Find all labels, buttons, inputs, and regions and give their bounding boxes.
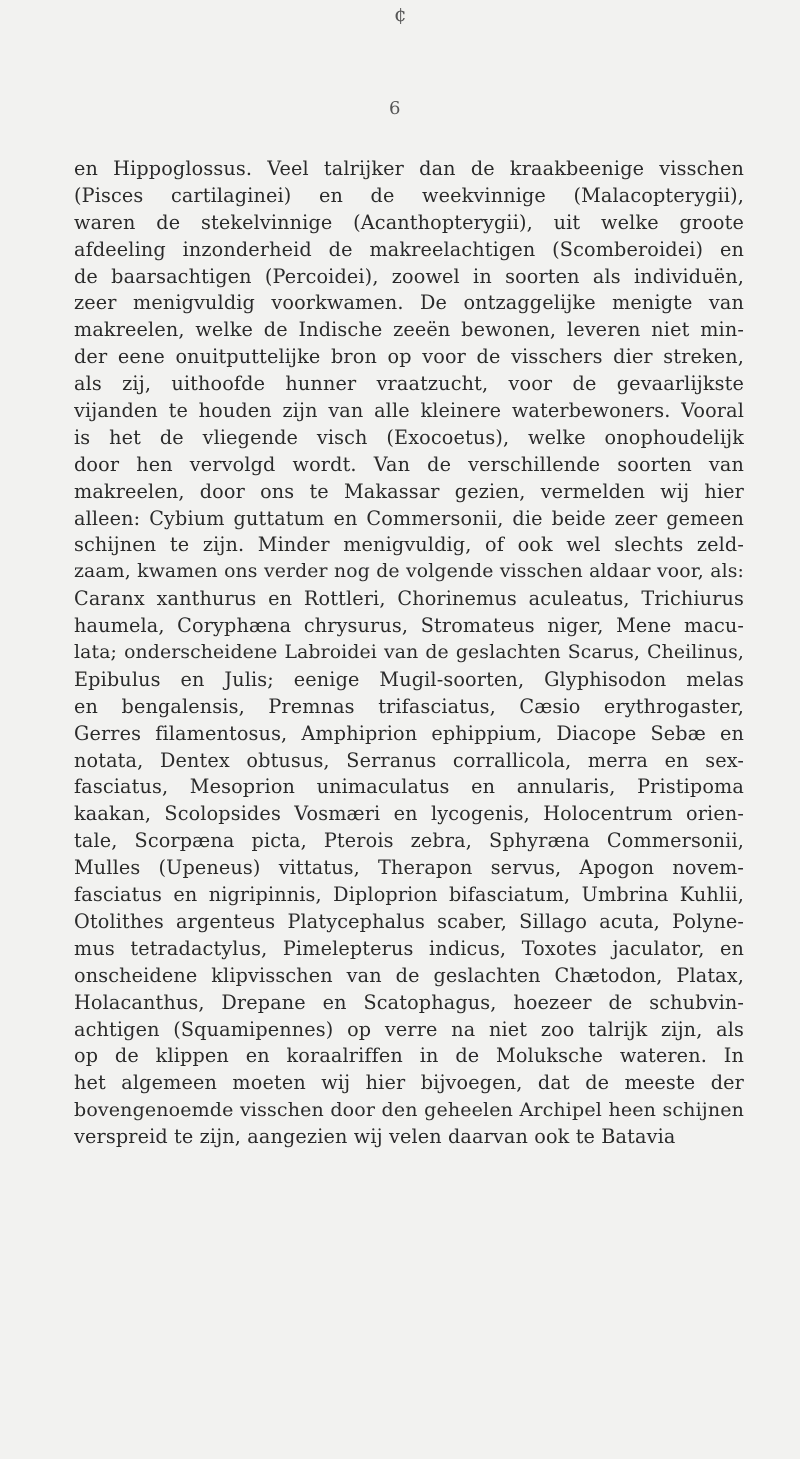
text-line: lata; onderscheidene Labroidei van de geslachten Scarus, Cheilinus, [74,642,744,664]
text-line: tale, Scorpæna picta, Pterois zebra, Sphyræna Commersonii, [74,829,744,853]
text-line: kaakan, Scolopsides Vosmæri en lycogenis, Holocentrum orien- [74,802,744,826]
text-line: (Pisces cartilaginei) en de weekvinnige (Malacopterygii), [74,183,744,207]
text-line: zaam, kwamen ons verder nog de volgende visschen aldaar voor, als: [74,561,744,583]
text-line: door hen vervolgd wordt. Van de verschillende soorten van [74,452,744,476]
text-line: mus tetradactylus, Pimelepterus indicus, Toxotes jaculator, en [74,936,744,960]
text-line: Gerres filamentosus, Amphiprion ephippium, Diacope Sebæ en [74,721,744,745]
text-line: zeer menigvuldig voorkwamen. De ontzaggelijke menigte van [74,291,744,315]
text-line: notata, Dentex obtusus, Serranus corrallicola, merra en sex- [74,748,744,772]
text-line: het algemeen moeten wij hier bijvoegen, dat de meeste der [74,1071,744,1095]
text-line: haumela, Coryphæna chrysurus, Stromateus niger, Mene macu- [74,614,744,638]
text-line: Otolithes argenteus Platycephalus scaber, Sillago acuta, Polyne- [74,909,744,933]
text-line: is het de vliegende visch (Exocoetus), welke onophoudelijk [74,425,744,449]
page-number: 6 [389,98,401,119]
body-text [74,156,744,1151]
text-line: waren de stekelvinnige (Acanthopterygii), uit welke groote [74,210,744,234]
text-line: alleen: Cybium guttatum en Commersonii, die beide zeer gemeen [74,506,744,530]
text-line: makreelen, door ons te Makassar gezien, vermelden wij hier [74,479,744,503]
text-line: de baarsachtigen (Percoidei), zoowel in soorten als individuën, [74,264,744,288]
text-line: Mulles (Upeneus) vittatus, Therapon servus, Apogon novem- [74,856,744,880]
text-line: bovengenoemde visschen door den geheelen Archipel heen schijnen [74,1099,744,1122]
text-line: schijnen te zijn. Minder menigvuldig, of ook wel slechts zeld- [74,533,744,557]
text-line: Epibulus en Julis; eenige Mugil-soorten, Glyphisodon melas [74,667,744,691]
text-line: vijanden te houden zijn van alle kleinere waterbewoners. Vooral [74,399,744,423]
text-line: fasciatus, Mesoprion unimaculatus en annularis, Pristipoma [74,775,744,799]
text-line: fasciatus en nigripinnis, Diploprion bifasciatum, Umbrina Kuhlii, [74,883,744,907]
text-line: der eene onuitputtelijke bron op voor de visschers dier streken, [74,345,744,369]
top-margin-mark: ¢ [394,2,407,26]
text-line: Caranx xanthurus en Rottleri, Chorinemus aculeatus, Trichiurus [74,587,744,611]
text-line: en bengalensis, Premnas trifasciatus, Cæsio erythrogaster, [74,694,744,718]
text-line: als zij, uithoofde hunner vraatzucht, voor de gevaarlijkste [74,372,744,396]
text-line: verspreid te zijn, aangezien wij velen daarvan ook te Batavia [74,1125,676,1149]
text-line: makreelen, welke de Indische zeeën bewonen, leveren niet min- [74,318,744,342]
text-line: afdeeling inzonderheid de makreelachtigen (Scomberoidei) en [74,237,744,261]
text-line: onscheidene klipvisschen van de geslachten Chætodon, Platax, [74,963,744,987]
text-line: Holacanthus, Drepane en Scatophagus, hoezeer de schubvin- [74,990,744,1014]
text-line: op de klippen en koraalriffen in de Moluksche wateren. In [74,1044,744,1068]
text-line: achtigen (Squamipennes) op verre na niet zoo talrijk zijn, als [74,1017,744,1041]
text-line: en Hippoglossus. Veel talrijker dan de kraakbeenige visschen [74,157,744,180]
